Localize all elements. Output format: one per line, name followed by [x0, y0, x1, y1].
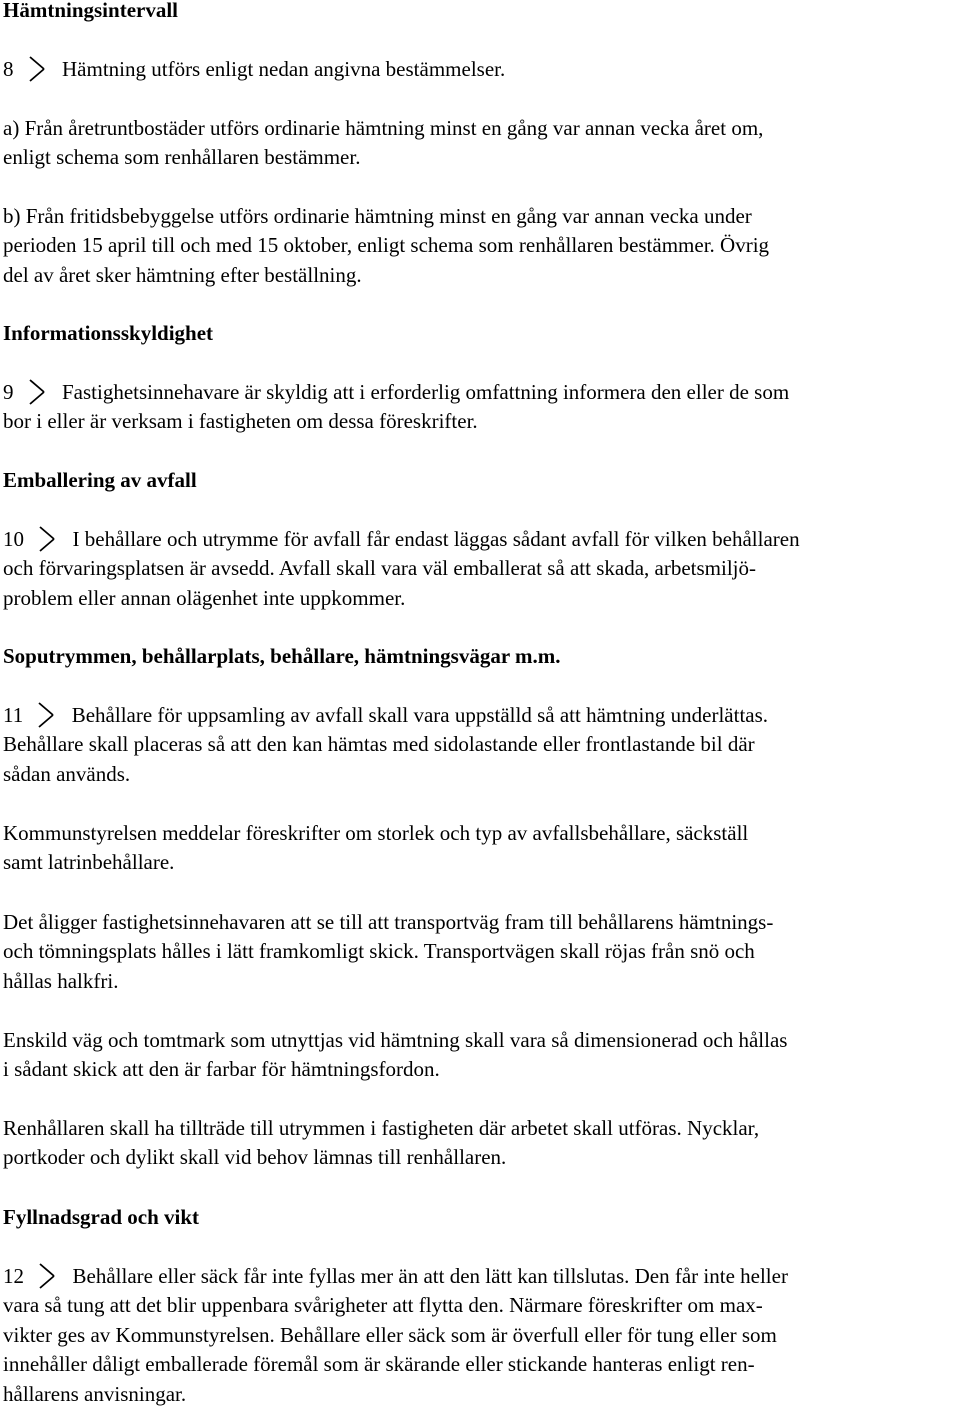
paragraph-line: [3, 701, 958, 730]
line-text: vara så tung att det blir uppenbara svårigheter att flytta den. Närmare föreskrifter om max-: [3, 1293, 763, 1318]
section-sign-icon: [29, 1263, 67, 1289]
line-text: innehåller dåligt emballerade föremål som är skärande eller stickande hanteras enligt ren-: [3, 1352, 755, 1377]
paragraph-line: [3, 937, 958, 966]
paragraph-line: [3, 1026, 958, 1055]
paragraph-line: [3, 819, 958, 848]
paragraph: [3, 1114, 958, 1173]
paragraph-line: [3, 1143, 958, 1172]
section-sign-icon: [19, 379, 57, 405]
line-text: Renhållaren skall ha tillträde till utrymmen i fastigheten där arbetet skall utföras. Nycklar,: [3, 1116, 760, 1140]
line-text: i sådant skick att den är farbar för hämtningsfordon.: [3, 1057, 440, 1082]
line-text: Hämtning utförs enligt nedan angivna bestämmelser.: [62, 57, 506, 81]
paragraph: [3, 819, 958, 878]
section-sign-icon: [28, 702, 66, 728]
paragraph-line: [3, 525, 958, 554]
paragraph-line: [3, 1321, 958, 1350]
numbered-paragraph: [3, 1262, 958, 1409]
line-text: portkoder och dylikt skall vid behov lämnas till renhållaren.: [3, 1145, 507, 1170]
paragraph-line: [3, 1055, 958, 1084]
paragraph-line: [3, 1380, 958, 1409]
paragraph-number: 9: [3, 380, 14, 404]
line-text: Behållare eller säck får inte fyllas mer än att den lätt kan tillslutas. Den får inte heller: [72, 1264, 788, 1288]
paragraph-line: [3, 202, 958, 231]
line-text: och tömningsplats hålles i lätt framkomligt skick. Transportvägen skall röjas från snö och: [3, 939, 755, 964]
paragraph-line: [3, 407, 958, 436]
paragraph-line: [3, 1114, 958, 1143]
line-text: enligt schema som renhållaren bestämmer.: [3, 145, 361, 170]
paragraph-line: [3, 908, 958, 937]
line-text: a) Från åretruntbostäder utförs ordinarie hämtning minst en gång var annan vecka året om,: [3, 116, 764, 140]
paragraph-number: 10: [3, 527, 24, 551]
paragraph-line: [3, 231, 958, 260]
line-text: perioden 15 april till och med 15 oktober, enligt schema som renhållaren bestämmer. Övrig: [3, 233, 770, 258]
paragraph: [3, 202, 958, 290]
paragraph-line: [3, 848, 958, 877]
line-text: samt latrinbehållare.: [3, 850, 175, 875]
paragraph-number: 8: [3, 57, 14, 81]
paragraph-line: [3, 554, 958, 583]
paragraph-number: 12: [3, 1264, 24, 1288]
numbered-paragraph: [3, 55, 958, 84]
section-sign-icon: [29, 526, 67, 552]
numbered-paragraph: [3, 378, 958, 437]
line-text: bor i eller är verksam i fastigheten om dessa föreskrifter.: [3, 409, 478, 434]
paragraph-line: [3, 378, 958, 407]
paragraph-line: [3, 1291, 958, 1320]
line-text: Fastighetsinnehavare är skyldig att i erforderlig omfattning informera den eller de som: [62, 380, 790, 404]
paragraph: [3, 114, 958, 173]
section-sign-icon: [19, 56, 57, 82]
paragraph-line: [3, 1350, 958, 1379]
line-text: problem eller annan olägenhet inte uppkommer.: [3, 585, 406, 610]
line-text: hållarens anvisningar.: [3, 1381, 187, 1406]
section-heading: Emballering av avfall: [3, 468, 197, 492]
paragraph-line: [3, 143, 958, 172]
numbered-paragraph: [3, 525, 958, 613]
numbered-paragraph: [3, 701, 958, 789]
paragraph-line: [3, 55, 958, 84]
line-text: Enskild väg och tomtmark som utnyttjas vid hämtning skall vara så dimensionerad och hållas: [3, 1028, 788, 1052]
paragraph-line: [3, 1262, 958, 1291]
line-text: b) Från fritidsbebyggelse utförs ordinarie hämtning minst en gång var annan vecka under: [3, 204, 752, 228]
paragraph-number: 11: [3, 703, 24, 727]
paragraph-line: [3, 584, 958, 613]
paragraph: [3, 1026, 958, 1085]
line-text: del av året sker hämtning efter beställning.: [3, 262, 362, 287]
section-heading: Informationsskyldighet: [3, 321, 214, 345]
section-heading: Hämtningsintervall: [3, 0, 179, 22]
line-text: I behållare och utrymme för avfall får endast läggas sådant avfall för vilken behållaren: [72, 527, 800, 551]
section-heading: Fyllnadsgrad och vikt: [3, 1205, 200, 1229]
line-text: hållas halkfri.: [3, 968, 119, 993]
line-text: sådan används.: [3, 761, 131, 786]
paragraph: [3, 908, 958, 996]
paragraph-line: [3, 967, 958, 996]
paragraph-line: [3, 114, 958, 143]
paragraph-line: [3, 730, 958, 759]
line-text: Kommunstyrelsen meddelar föreskrifter om storlek och typ av avfallsbehållare, säckställ: [3, 821, 749, 845]
line-text: Det åligger fastighetsinnehavaren att se till att transportväg fram till behållarens hämtnings-: [3, 910, 774, 934]
paragraph-line: [3, 760, 958, 789]
paragraph-line: [3, 261, 958, 290]
section-heading: Soputrymmen, behållarplats, behållare, hämtningsvägar m.m.: [3, 644, 561, 668]
line-text: Behållare skall placeras så att den kan hämtas med sidolastande eller frontlastande bil där: [3, 732, 755, 757]
line-text: vikter ges av Kommunstyrelsen. Behållare eller säck som är överfull eller för tung eller som: [3, 1322, 777, 1347]
line-text: och förvaringsplatsen är avsedd. Avfall skall vara väl emballerat så att skada, arbetsmiljö-: [3, 556, 757, 581]
line-text: Behållare för uppsamling av avfall skall vara uppställd så att hämtning underlättas.: [71, 703, 769, 727]
